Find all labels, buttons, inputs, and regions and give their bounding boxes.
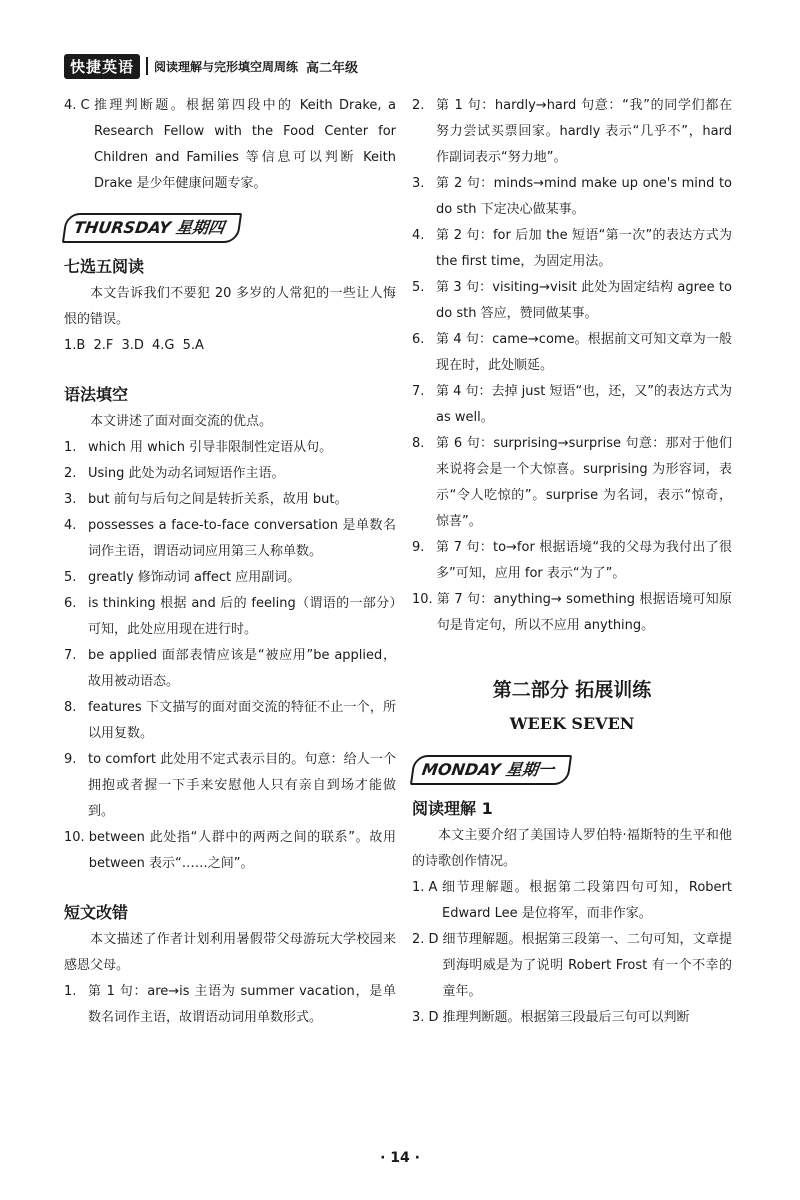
answer-item — [64, 643, 396, 695]
answer-text: greatly 修饰动词 affect 应用副词。 — [88, 570, 301, 585]
answer-number: 3. — [412, 176, 425, 191]
answer-item — [412, 171, 732, 223]
answer-text: 第 1 句：are→is 主语为 summer vacation，是单数名词作主语，故谓语动词用单数形式。 — [88, 984, 396, 1025]
right-column — [412, 93, 732, 1031]
week-title: WEEK SEVEN — [509, 714, 635, 733]
part-title: 第二部分 拓展训练 — [492, 679, 652, 701]
answer-item — [412, 379, 732, 431]
page-number: · 14 · — [380, 1150, 420, 1166]
section-title-correction: 短文改错 — [64, 903, 129, 922]
header-divider — [146, 57, 148, 75]
answer-key: 1.B 2.F 3.D 4.G 5.A — [64, 338, 204, 353]
answer-text: 细节理解题。根据第二段第四句可知，Robert Edward Lee 是位将军，而非作家。 — [442, 880, 732, 921]
section-summary: 本文主要介绍了美国诗人罗伯特·福斯特的生平和他的诗歌创作情况。 — [412, 828, 732, 869]
answer-number: 7. — [412, 384, 425, 399]
book-subtitle: 阅读理解与完形填空周周练 — [154, 59, 299, 74]
answer-number: 9. — [412, 540, 425, 555]
answer-number: 4. C — [64, 98, 90, 113]
answer-number: 5. — [412, 280, 425, 295]
answer-item — [64, 93, 396, 197]
answer-number: 8. — [412, 436, 425, 451]
day-banner-thursday: THURSDAY 星期四 — [62, 213, 242, 243]
answer-item — [64, 513, 396, 565]
answer-text: 第 2 句：minds→mind make up one's mind to do sth 下定决心做某事。 — [436, 176, 732, 217]
section-title-grammar: 语法填空 — [64, 385, 129, 404]
answer-item — [412, 1005, 732, 1031]
answer-text: 第 6 句：surprising→surprise 句意：那对于他们来说将会是一个大惊喜。surprising 为形容词，表示“令人吃惊的”。surprise 为名词，表示“惊奇，惊喜”。 — [436, 436, 732, 529]
answer-item — [64, 461, 396, 487]
section-summary: 本文描述了作者计划利用暑假带父母游玩大学校园来感恩父母。 — [64, 932, 396, 973]
answer-number: 3. D — [412, 1010, 439, 1025]
answer-item — [64, 565, 396, 591]
answer-text: between 此处指“人群中的两两之间的联系”。故用 between 表示“……之间”。 — [88, 830, 396, 871]
answer-number: 10. — [412, 592, 433, 607]
answer-number: 4. — [412, 228, 425, 243]
answer-number: 6. — [64, 596, 77, 611]
answer-item — [64, 979, 396, 1031]
grammar-answer-list — [64, 435, 396, 877]
book-logo: 快捷英语 — [64, 54, 140, 79]
answer-item — [64, 825, 396, 877]
answer-item — [412, 431, 732, 535]
answer-number: 2. — [64, 466, 77, 481]
answer-item — [412, 927, 732, 1005]
answer-text: 细节理解题。根据第三段第一、二句可知，文章提到海明威是为了说明 Robert Frost 有一个不幸的童年。 — [442, 932, 732, 999]
answer-number: 3. — [64, 492, 77, 507]
answer-text: 推理判断题。根据第四段中的 Keith Drake, a Research Fellow with the Food Center for Children and Families 等信息可以判断 Keith Drake 是少年健康问题专家。 — [94, 98, 396, 191]
left-column — [64, 93, 396, 1031]
answer-text: is thinking 根据 and 后的 feeling（谓语的一部分）可知，此处应用现在进行时。 — [88, 596, 396, 637]
answer-number: 1. — [64, 440, 77, 455]
answer-text: 第 3 句：visiting→visit 此处为固定结构 agree to do sth 答应，赞同做某事。 — [436, 280, 732, 321]
answer-text: but 前句与后句之间是转折关系，故用 but。 — [88, 492, 348, 507]
answer-text: Using 此处为动名词短语作主语。 — [88, 466, 285, 481]
answer-text: 第 4 句：去掉 just 短语“也，还，又”的表达方式为 as well。 — [436, 384, 732, 425]
answer-item — [412, 535, 732, 587]
answer-item — [412, 223, 732, 275]
correction-answer-list — [412, 93, 732, 639]
answer-text: possesses a face-to-face conversation 是单数名词作主语，谓语动词应用第三人称单数。 — [88, 518, 396, 559]
answer-item — [412, 875, 732, 927]
section-summary: 本文讲述了面对面交流的优点。 — [90, 414, 273, 429]
section-summary: 本文告诉我们不要犯 20 多岁的人常犯的一些让人悔恨的错误。 — [64, 286, 396, 327]
answer-text: 第 4 句：came→come。根据前文可知文章为一般现在时，此处顺延。 — [436, 332, 732, 373]
day-banner-monday: MONDAY 星期一 — [410, 755, 572, 785]
answer-text: 第 1 句：hardly→hard 句意：“我”的同学们都在努力尝试买票回家。hardly 表示“几乎不”，hard 作副词表示“努力地”。 — [436, 98, 732, 165]
answer-text: 推理判断题。根据第三段最后三句可以判断 — [442, 1010, 690, 1025]
answer-number: 10. — [64, 830, 85, 845]
answer-number: 4. — [64, 518, 77, 533]
page-header — [64, 55, 358, 77]
answer-number: 1. A — [412, 880, 438, 895]
answer-item — [64, 435, 396, 461]
answer-text: to comfort 此处用不定式表示目的。句意：给人一个拥抱或者握一下手来安慰他人只有亲自到场才能做到。 — [88, 752, 396, 819]
answer-number: 7. — [64, 648, 77, 663]
correction-answer-list — [64, 979, 396, 1031]
answer-item — [412, 275, 732, 327]
answer-text: which 用 which 引导非限制性定语从句。 — [88, 440, 333, 455]
answer-text: 第 7 句：to→for 根据语境“我的父母为我付出了很多”可知，应用 for 表示“为了”。 — [436, 540, 732, 581]
answer-item — [64, 591, 396, 643]
answer-number: 1. — [64, 984, 77, 999]
answer-text: features 下文描写的面对面交流的特征不止一个，所以用复数。 — [88, 700, 396, 741]
answer-item — [412, 93, 732, 171]
answer-number: 2. D — [412, 932, 439, 947]
grade-label: 高二年级 — [306, 60, 359, 76]
answer-item — [412, 587, 732, 639]
answer-item — [64, 487, 396, 513]
answer-item — [64, 747, 396, 825]
answer-number: 6. — [412, 332, 425, 347]
answer-number: 2. — [412, 98, 425, 113]
answer-item — [64, 695, 396, 747]
reading-answer-list — [412, 875, 732, 1031]
answer-text: be applied 面部表情应该是“被应用”be applied，故用被动语态。 — [88, 648, 396, 689]
answer-item — [412, 327, 732, 379]
answer-number: 8. — [64, 700, 77, 715]
answer-number: 5. — [64, 570, 77, 585]
answer-text: 第 7 句：anything→ something 根据语境可知原句是肯定句，所以不应用 anything。 — [436, 592, 732, 633]
section-title-seven-choose-five: 七选五阅读 — [64, 257, 145, 276]
answer-text: 第 2 句：for 后加 the 短语“第一次”的表达方式为 the first time，为固定用法。 — [436, 228, 732, 269]
answer-number: 9. — [64, 752, 77, 767]
section-title-reading: 阅读理解 1 — [412, 799, 493, 818]
